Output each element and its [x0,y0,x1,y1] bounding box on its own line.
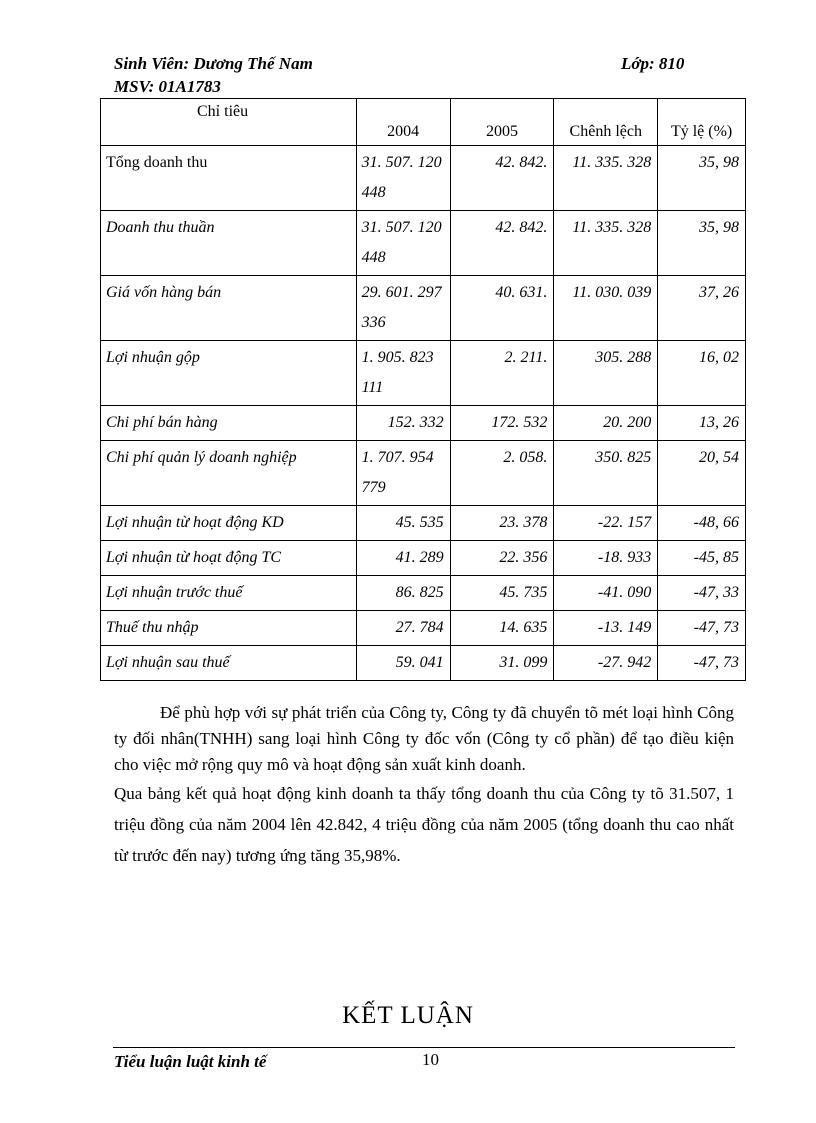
table-cell: 305. 288 [554,341,658,406]
table-cell: 42. 842. [450,146,554,211]
table-cell: 45. 735 [450,576,554,611]
table-cell: 350. 825 [554,441,658,506]
results-table [100,98,746,681]
table-cell: -48, 66 [658,506,746,541]
table-row [101,506,746,541]
table-cell: 11. 030. 039 [554,276,658,341]
table-cell: 31. 099 [450,646,554,681]
page-number: 10 [422,1050,439,1069]
row-label: Giá vốn hàng bán [101,276,357,341]
row-label: Chi phí bán hàng [101,406,357,441]
table-row [101,441,746,506]
table-row [101,541,746,576]
student-id: MSV: 01A1783 [114,77,221,96]
table-cell: 22. 356 [450,541,554,576]
table-cell: 172. 532 [450,406,554,441]
class-label: Lớp: 810 [621,54,685,73]
table-cell: 27. 784 [356,611,450,646]
paragraph: Để phù hợp với sự phát triển của Công ty, Công ty đã chuyển tõ mét loại hình Công ty đối nhân(TNHH) sang loại hình Công ty đốc vốn (Công ty cổ phần) để tạo điều kiện cho việc mở rộng quy mô và hoạt động sản xuất kinh doanh. [114,703,734,774]
table-cell: 152. 332 [356,406,450,441]
table-cell: -47, 33 [658,576,746,611]
col-header: 2005 [450,99,554,146]
table-row [101,646,746,681]
table-row [101,611,746,646]
col-header: 2004 [356,99,450,146]
table-cell: 45. 535 [356,506,450,541]
table-row [101,146,746,211]
table-cell: 37, 26 [658,276,746,341]
table-cell: 86. 825 [356,576,450,611]
paragraph: Qua bảng kết quả hoạt động kinh doanh ta thấy tổng doanh thu của Công ty tõ 31.507, 1 triệu đồng của năm 2004 lên 42.842, 4 triệu đồng của năm 2005 (tổng doanh thu cao nhất từ trước đến nay) tương ứng tăng 35,98%. [114,784,734,865]
table-row [101,406,746,441]
table-cell: 14. 635 [450,611,554,646]
footer-title: Tiểu luận luật kinh tế [114,1052,267,1071]
table-cell: -27. 942 [554,646,658,681]
table-cell: 31. 507. 120 448 [356,146,450,211]
table-cell: 2. 058. [450,441,554,506]
conclusion-heading: KẾT LUẬN [342,1002,474,1029]
table-cell: 35, 98 [658,211,746,276]
table-cell: 20, 54 [658,441,746,506]
table-cell: -18. 933 [554,541,658,576]
row-label: Lợi nhuận sau thuế [101,646,357,681]
table-cell: 41. 289 [356,541,450,576]
table-cell: 31. 507. 120 448 [356,211,450,276]
row-label: Lợi nhuận từ hoạt động TC [101,541,357,576]
table-cell: -47, 73 [658,646,746,681]
col-header: Chênh lệch [554,99,658,146]
table-cell: -47, 73 [658,611,746,646]
table-row [101,341,746,406]
row-label: Lợi nhuận từ hoạt động KD [101,506,357,541]
row-label: Lợi nhuận trước thuế [101,576,357,611]
row-label: Thuế thu nhập [101,611,357,646]
table-cell: 42. 842. [450,211,554,276]
table-header-row [101,99,746,146]
table-cell: -41. 090 [554,576,658,611]
table-cell: -22. 157 [554,506,658,541]
table-cell: 1. 707. 954 779 [356,441,450,506]
row-label: Chi phí quản lý doanh nghiệp [101,441,357,506]
table-cell: 29. 601. 297 336 [356,276,450,341]
table-cell: 2. 211. [450,341,554,406]
table-row [101,576,746,611]
col-header: Chỉ tiêu [101,99,357,146]
table-row [101,211,746,276]
footer-divider [113,1047,735,1048]
table-cell: 13, 26 [658,406,746,441]
table-cell: 35, 98 [658,146,746,211]
table-cell: 1. 905. 823 111 [356,341,450,406]
table-cell: -45, 85 [658,541,746,576]
table-cell: -13. 149 [554,611,658,646]
table-cell: 11. 335. 328 [554,146,658,211]
table-row [101,276,746,341]
table-cell: 11. 335. 328 [554,211,658,276]
student-name: Sinh Viên: Dương Thế Nam [114,54,313,73]
table-cell: 40. 631. [450,276,554,341]
row-label: Lợi nhuận gộp [101,341,357,406]
col-header: Tỷ lệ (%) [658,99,746,146]
table-cell: 20. 200 [554,406,658,441]
row-label: Tổng doanh thu [101,146,357,211]
table-cell: 16, 02 [658,341,746,406]
table-cell: 23. 378 [450,506,554,541]
row-label: Doanh thu thuần [101,211,357,276]
table-cell: 59. 041 [356,646,450,681]
